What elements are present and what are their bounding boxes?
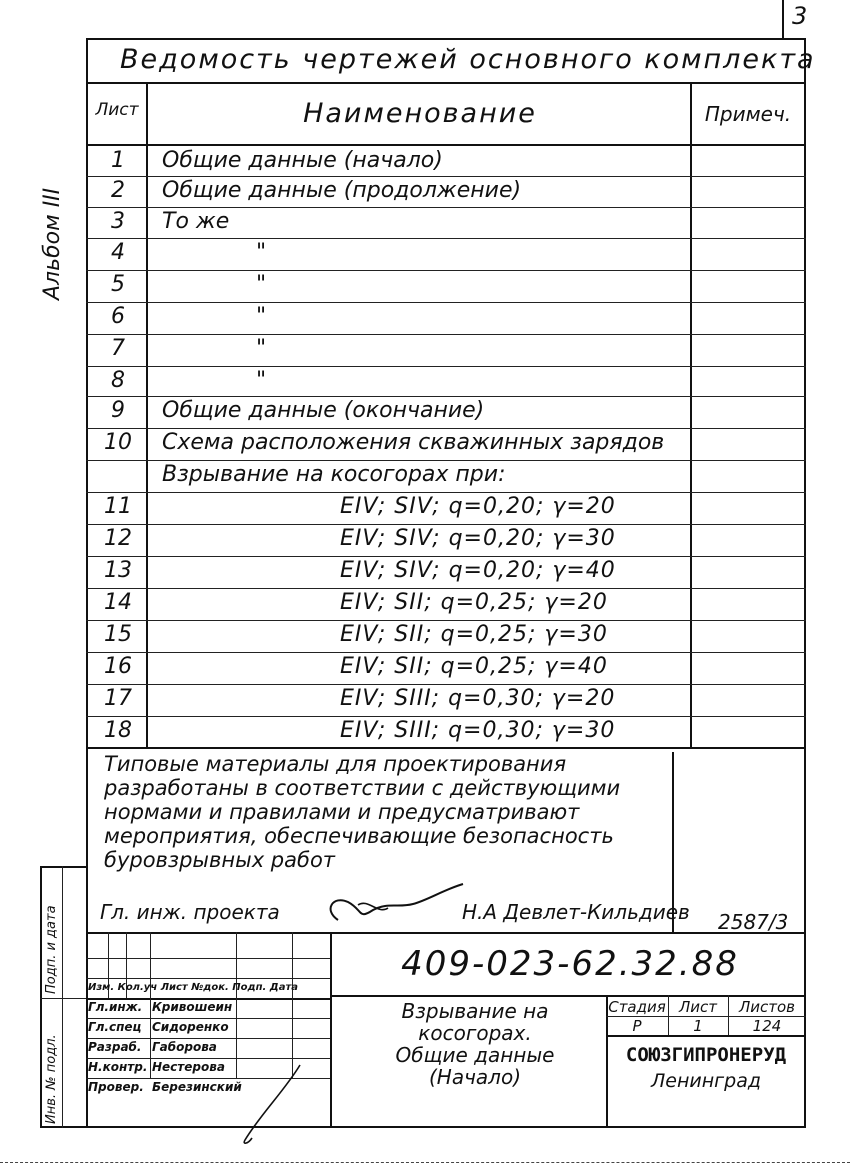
organization-name: СОЮЗГИПРОНЕРУД	[625, 1044, 787, 1066]
row-number: 6	[111, 304, 125, 329]
row-text: EIV; SII; q=0,25; γ=20	[340, 590, 608, 615]
row-number: 12	[104, 526, 132, 551]
note-line: разработаны в соответствии с действующими	[104, 776, 621, 800]
person-name: Кривошеин	[152, 1000, 233, 1014]
column-header-name: Наименование	[303, 98, 537, 129]
sheets-value: 124	[752, 1017, 782, 1035]
page-number: 3	[792, 2, 808, 30]
row-number: 18	[104, 718, 132, 743]
row-text: Взрывание на косогорах при:	[162, 462, 506, 487]
person-role: Н.контр.	[88, 1060, 148, 1074]
row-text: "	[256, 304, 267, 329]
person-name: Габорова	[152, 1040, 217, 1054]
row-text: EIV; SIV; q=0,20; γ=40	[340, 558, 616, 583]
revision-col	[150, 932, 151, 1078]
document-code: 409-023-62.32.88	[401, 944, 739, 984]
row-divider	[86, 716, 806, 717]
row-text: EIV; SII; q=0,25; γ=30	[340, 622, 608, 647]
row-text: Общие данные (продолжение)	[162, 178, 522, 203]
revision-line	[86, 958, 330, 959]
row-text: Общие данные (начало)	[162, 148, 443, 173]
sheet-description	[350, 1000, 600, 1088]
chief-engineer-label: Гл. инж. проекта	[100, 900, 280, 924]
stage-value: Р	[632, 1017, 642, 1035]
row-number: 10	[104, 430, 132, 455]
row-number: 5	[111, 272, 125, 297]
sheet-value: 1	[693, 1017, 703, 1035]
row-divider	[86, 588, 806, 589]
row-divider	[86, 270, 806, 271]
row-number: 9	[111, 398, 125, 423]
row-text: EIV; SIV; q=0,20; γ=30	[340, 526, 616, 551]
row-number: 1	[111, 148, 125, 173]
reference-number: 2587/3	[718, 910, 789, 934]
row-divider	[86, 460, 806, 461]
row-divider	[86, 524, 806, 525]
left-strip-label: Подп. и дата	[44, 905, 59, 994]
row-number: 8	[111, 368, 125, 393]
description-line: (Начало)	[429, 1065, 521, 1089]
stage-label: Стадия	[608, 998, 666, 1016]
row-number: 3	[111, 209, 125, 234]
note-line: мероприятия, обеспечивающие безопасность	[104, 824, 614, 848]
revision-col	[292, 932, 293, 1078]
revision-line	[86, 978, 330, 979]
row-divider	[86, 428, 806, 429]
note-line: Типовые материалы для проектирования	[104, 752, 567, 776]
row-divider	[86, 652, 806, 653]
row-divider	[86, 238, 806, 239]
row-text: EIV; SIII; q=0,30; γ=20	[340, 686, 616, 711]
row-number: 16	[104, 654, 132, 679]
row-divider	[86, 492, 806, 493]
column-divider-2	[690, 82, 692, 747]
row-number: 7	[111, 336, 125, 361]
stage-bottom-line	[606, 1035, 806, 1037]
person-role: Гл.инж.	[88, 1000, 143, 1014]
column-header-sheet: Лист	[95, 100, 139, 120]
row-text: То же	[162, 209, 230, 234]
row-divider	[86, 334, 806, 335]
page-bottom-edge	[0, 1162, 850, 1163]
left-strip-label: Инв. № подл.	[44, 1034, 59, 1124]
description-line: косогорах.	[418, 1021, 532, 1045]
row-number: 4	[111, 240, 125, 265]
person-name: Березинский	[152, 1080, 242, 1094]
note-line: нормами и правилами и предусматривают	[104, 800, 580, 824]
description-line: Взрывание на	[401, 999, 549, 1023]
person-role: Гл.спец	[88, 1020, 142, 1034]
title-divider	[86, 82, 806, 84]
album-label: Альбом III	[40, 187, 65, 300]
title-block-divider	[330, 932, 332, 1128]
organization-city: Ленинград	[651, 1070, 761, 1092]
left-strip-divider	[62, 866, 63, 1128]
row-text: "	[256, 336, 267, 361]
row-text: Схема расположения скважинных зарядов	[162, 430, 665, 455]
column-header-note: Примеч.	[704, 102, 792, 126]
row-number: 2	[111, 178, 125, 203]
row-text: EIV; SII; q=0,25; γ=40	[340, 654, 608, 679]
title-block-top-line	[86, 932, 806, 934]
row-divider	[86, 302, 806, 303]
header-doc: №док.	[191, 982, 229, 993]
row-text: "	[256, 272, 267, 297]
row-text: "	[256, 240, 267, 265]
row-text: EIV; SIV; q=0,20; γ=20	[340, 494, 616, 519]
document-title: Ведомость чертежей основного комплекта	[120, 44, 816, 75]
note-line: буровзрывных работ	[104, 848, 336, 872]
person-name: Нестерова	[152, 1060, 225, 1074]
row-divider	[86, 366, 806, 367]
row-divider	[86, 556, 806, 557]
revision-col	[236, 932, 237, 1078]
row-divider	[86, 396, 806, 397]
person-line	[86, 1018, 330, 1019]
person-role: Разраб.	[88, 1040, 142, 1054]
row-number: 11	[104, 494, 132, 519]
row-number: 15	[104, 622, 132, 647]
header-signature: Подп.	[232, 982, 267, 993]
row-number: 17	[104, 686, 132, 711]
person-line	[86, 1038, 330, 1039]
row-text: EIV; SIII; q=0,30; γ=30	[340, 718, 616, 743]
sheets-label: Листов	[738, 998, 796, 1016]
signature-mark	[318, 880, 468, 930]
revision-header	[88, 982, 298, 993]
note-text	[104, 752, 620, 872]
header-date: Дата	[269, 982, 298, 993]
header-divider	[86, 144, 806, 146]
row-text: "	[256, 368, 267, 393]
row-divider	[86, 207, 806, 208]
header-sheet: Лист	[160, 982, 188, 993]
column-divider-1	[146, 82, 148, 747]
person-line	[86, 1058, 330, 1059]
row-divider	[86, 620, 806, 621]
pen-stroke	[230, 1060, 310, 1150]
table-bottom-line	[86, 747, 806, 749]
row-number: 14	[104, 590, 132, 615]
row-text: Общие данные (окончание)	[162, 398, 485, 423]
row-divider	[86, 176, 806, 177]
header-count: Кол.уч	[117, 982, 158, 993]
row-divider	[86, 684, 806, 685]
row-number: 13	[104, 558, 132, 583]
left-strip-mid	[40, 998, 86, 999]
code-divider	[330, 995, 806, 997]
person-name: Сидоренко	[152, 1020, 229, 1034]
description-line: Общие данные	[395, 1043, 555, 1067]
corner-divider	[782, 0, 784, 38]
chief-engineer-name: Н.А Девлет-Кильдиев	[462, 900, 690, 924]
person-role: Провер.	[88, 1080, 144, 1094]
sheet-label: Лист	[678, 998, 717, 1016]
header-change: Изм.	[88, 982, 115, 993]
